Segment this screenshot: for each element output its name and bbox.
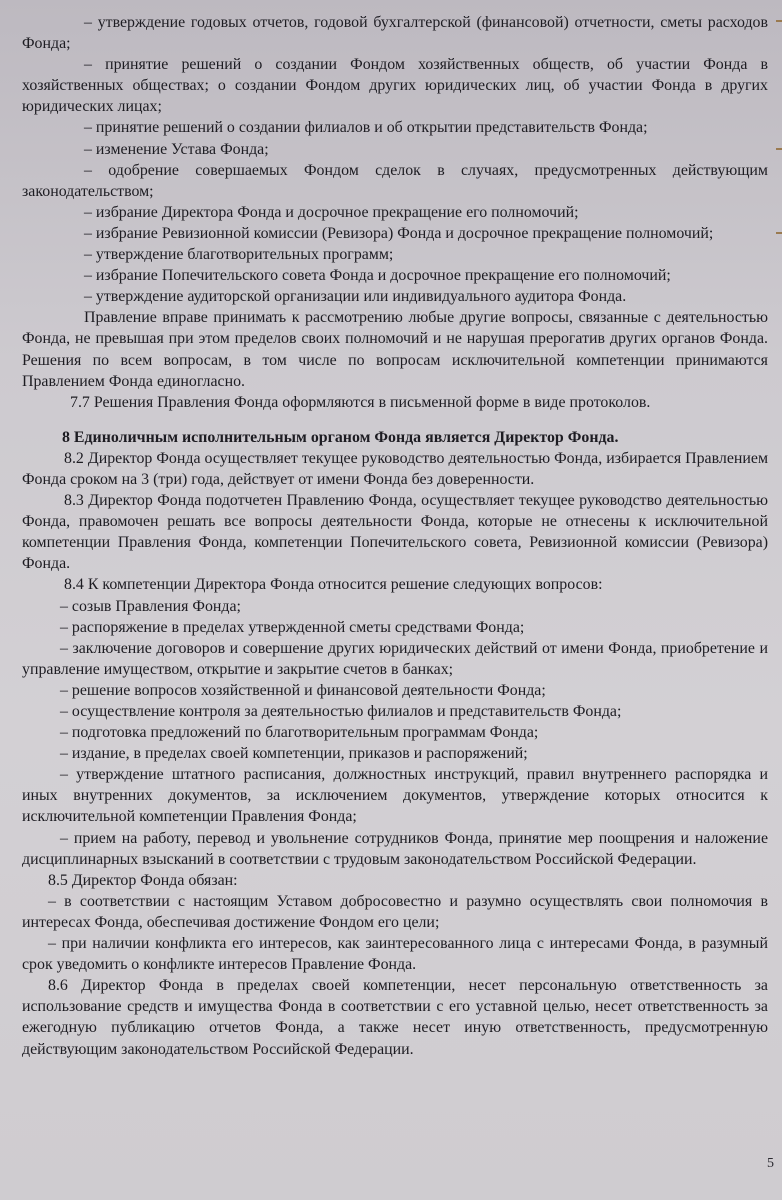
- paragraph: – одобрение совершаемых Фондом сделок в случаях, предусмотренных действующим законодательством;: [22, 161, 768, 200]
- paragraph: – избрание Ревизионной комиссии (Ревизора) Фонда и досрочное прекращение полномочий;: [84, 224, 714, 242]
- section-gap: [22, 413, 768, 427]
- section-8-heading: 8 Единоличным исполнительным органом Фонда является Директор Фонда.: [62, 428, 619, 446]
- page-number: 5: [767, 1155, 774, 1171]
- paragraph: – принятие решений о создании филиалов и об открытии представительств Фонда;: [84, 119, 648, 137]
- paragraph: 7.7 Решения Правления Фонда оформляются в письменной форме в виде протоколов.: [70, 393, 651, 411]
- page-edge-mark: [776, 232, 782, 234]
- paragraph: – утверждение аудиторской организации или индивидуального аудитора Фонда.: [84, 288, 627, 306]
- page-edge-mark: [776, 20, 782, 22]
- paragraph: – утверждение штатного расписания, должностных инструкций, правил внутреннего распорядка и иных внутренних документов, за исключением документов, утверждение которых относится к исключительной компетенции Правления Фонда;: [22, 766, 768, 826]
- paragraph: – подготовка предложений по благотворительным программам Фонда;: [60, 724, 539, 742]
- paragraph: – изменение Устава Фонда;: [84, 140, 269, 158]
- paragraph: – осуществление контроля за деятельностью филиалов и представительств Фонда;: [60, 703, 622, 720]
- paragraph: – при наличии конфликта его интересов, как заинтересованного лица с интересами Фонда, в разумный срок уведомить о конфликте интересов Правление Фонда.: [22, 935, 768, 974]
- paragraph: 8.3 Директор Фонда подотчетен Правлению Фонда, осуществляет текущее руководство деятельностью Фонда, правомочен решать все вопросы деятельности Фонда, которые не отнесены к исключительной компетенции Правления Фонда, компетенции Попечительского совета, Ревизионной комиссии (Ревизора) Фонда.: [22, 492, 768, 573]
- paragraph: – заключение договоров и совершение других юридических действий от имени Фонда, приобретение и управление имуществом, открытие и закрытие счетов в банках;: [22, 639, 768, 678]
- paragraph: – издание, в пределах своей компетенции, приказов и распоряжений;: [60, 745, 528, 763]
- section-7-continued: [22, 12, 768, 413]
- paragraph: – решение вопросов хозяйственной и финансовой деятельности Фонда;: [60, 681, 546, 699]
- paragraph: – принятие решений о создании Фондом хозяйственных обществ, об участии Фонда в хозяйственных обществах; о создании Фондом других юридических лиц, об участии Фонда в других юридических лицах;: [22, 56, 768, 116]
- paragraph: Правление вправе принимать к рассмотрению любые другие вопросы, связанные с деятельностью Фонда, не превышая при этом пределов своих полномочий и не нарушая прерогатив других органов Фонда. Решения по всем вопросам, в том числе по вопросам исключительной компетенции принимаются Правлением Фонда единогласно.: [22, 309, 768, 390]
- paragraph: – прием на работу, перевод и увольнение сотрудников Фонда, принятие мер поощрения и наложение дисциплинарных взысканий в соответствии с трудовым законодательством Российской Федерации.: [22, 829, 768, 868]
- paragraph: – в соответствии с настоящим Уставом добросовестно и разумно осуществлять свои полномочия в интересах Фонда, обеспечивая достижение Фондом его цели;: [22, 892, 768, 931]
- paragraph: – избрание Попечительского совета Фонда и досрочное прекращение его полномочий;: [84, 267, 671, 285]
- paragraph: 8.2 Директор Фонда осуществляет текущее руководство деятельностью Фонда, избирается Правлением Фонда сроком на 3 (три) года, действует от имени Фонда без доверенности.: [22, 449, 768, 488]
- paragraph: 8.4 К компетенции Директора Фонда относится решение следующих вопросов:: [64, 576, 603, 594]
- paragraph: – утверждение годовых отчетов, годовой бухгалтерской (финансовой) отчетности, сметы расходов Фонда;: [22, 14, 768, 53]
- paragraph: – избрание Директора Фонда и досрочное прекращение его полномочий;: [84, 203, 579, 221]
- paragraph: – распоряжение в пределах утвержденной сметы средствами Фонда;: [60, 618, 525, 636]
- section-8-body: [22, 448, 768, 1060]
- paragraph: 8.5 Директор Фонда обязан:: [48, 871, 238, 889]
- paragraph: – созыв Правления Фонда;: [60, 597, 241, 615]
- paragraph: 8.6 Директор Фонда в пределах своей компетенции, несет персональную ответственность за использование средств и имущества Фонда в соответствии с его уставной целью, несет ответственность за ежегодную публикацию отчетов Фонда, а также несет иную ответственность, предусмотренную действующим законодательством Российской Федерации.: [22, 977, 768, 1058]
- paragraph: – утверждение благотворительных программ;: [84, 246, 394, 264]
- page-edge-mark: [776, 148, 782, 150]
